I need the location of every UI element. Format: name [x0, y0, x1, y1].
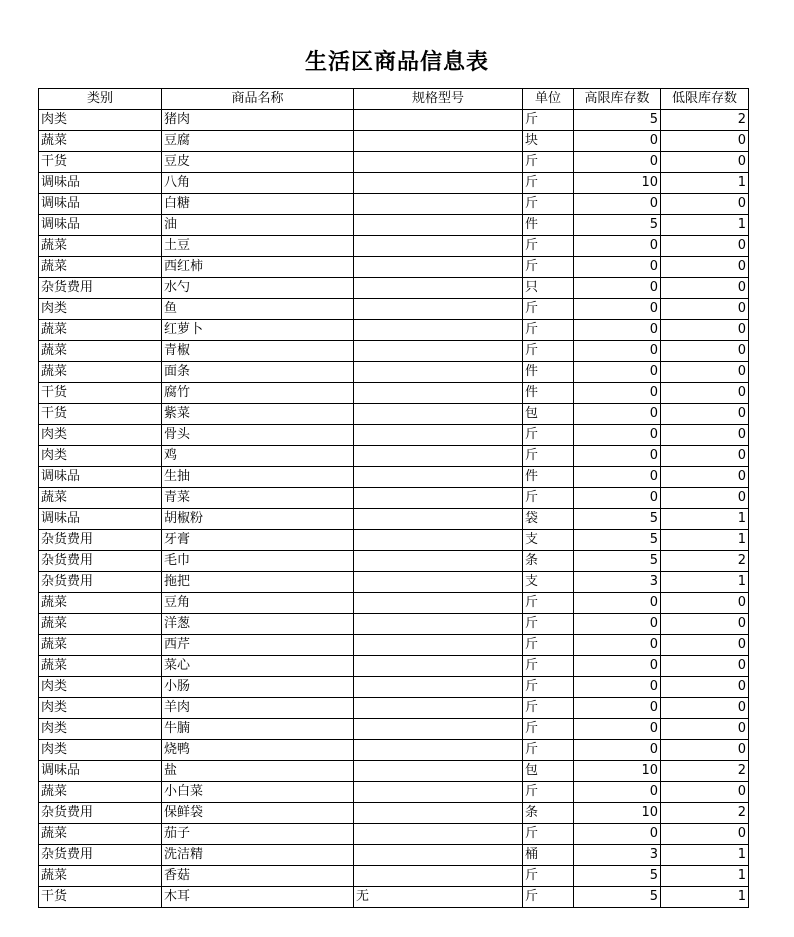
cell-category[interactable]: 蔬菜 — [39, 866, 162, 887]
cell-spec-model[interactable] — [354, 866, 523, 887]
cell-unit[interactable]: 斤 — [523, 719, 574, 740]
cell-max-stock[interactable]: 0 — [574, 257, 661, 278]
table-row — [39, 278, 749, 299]
cell-category[interactable]: 干货 — [39, 383, 162, 404]
cell-unit[interactable]: 斤 — [523, 782, 574, 803]
cell-max-stock[interactable]: 3 — [574, 845, 661, 866]
cell-category[interactable]: 蔬菜 — [39, 635, 162, 656]
cell-unit[interactable]: 斤 — [523, 614, 574, 635]
cell-min-stock[interactable]: 0 — [661, 341, 749, 362]
page-title: 生活区商品信息表 — [304, 50, 489, 75]
table-row — [39, 173, 749, 194]
cell-min-stock[interactable]: 1 — [661, 173, 749, 194]
cell-category[interactable]: 肉类 — [39, 698, 162, 719]
table-row — [39, 719, 749, 740]
cell-spec-model[interactable] — [354, 740, 523, 761]
cell-product-name[interactable]: 水勺 — [162, 278, 354, 299]
cell-product-name[interactable]: 羊肉 — [162, 698, 354, 719]
table-row — [39, 257, 749, 278]
cell-unit[interactable]: 斤 — [523, 635, 574, 656]
cell-min-stock[interactable]: 0 — [661, 362, 749, 383]
table-row — [39, 488, 749, 509]
table-row — [39, 803, 749, 824]
cell-max-stock[interactable]: 0 — [574, 236, 661, 257]
cell-unit[interactable]: 件 — [523, 383, 574, 404]
cell-spec-model[interactable] — [354, 509, 523, 530]
header-unit[interactable]: 单位 — [523, 89, 574, 110]
cell-min-stock[interactable]: 0 — [661, 719, 749, 740]
cell-product-name[interactable]: 胡椒粉 — [162, 509, 354, 530]
cell-max-stock[interactable]: 10 — [574, 761, 661, 782]
cell-unit[interactable]: 袋 — [523, 509, 574, 530]
cell-max-stock[interactable]: 0 — [574, 740, 661, 761]
cell-spec-model[interactable] — [354, 152, 523, 173]
cell-product-name[interactable]: 白糖 — [162, 194, 354, 215]
cell-category[interactable]: 调味品 — [39, 173, 162, 194]
cell-min-stock[interactable]: 2 — [661, 761, 749, 782]
cell-min-stock[interactable]: 0 — [661, 320, 749, 341]
cell-product-name[interactable]: 豆腐 — [162, 131, 354, 152]
cell-min-stock[interactable]: 2 — [661, 551, 749, 572]
cell-unit[interactable]: 斤 — [523, 698, 574, 719]
cell-unit[interactable]: 斤 — [523, 656, 574, 677]
cell-product-name[interactable]: 小白菜 — [162, 782, 354, 803]
cell-spec-model[interactable] — [354, 110, 523, 131]
cell-min-stock[interactable]: 1 — [661, 866, 749, 887]
cell-max-stock[interactable]: 0 — [574, 782, 661, 803]
cell-category[interactable]: 肉类 — [39, 740, 162, 761]
cell-min-stock[interactable]: 0 — [661, 131, 749, 152]
table-row — [39, 551, 749, 572]
table-row — [39, 572, 749, 593]
cell-max-stock[interactable]: 5 — [574, 887, 661, 908]
table-row — [39, 446, 749, 467]
cell-unit[interactable]: 支 — [523, 530, 574, 551]
cell-unit[interactable]: 斤 — [523, 887, 574, 908]
cell-unit[interactable]: 斤 — [523, 236, 574, 257]
cell-product-name[interactable]: 豆皮 — [162, 152, 354, 173]
cell-product-name[interactable]: 香菇 — [162, 866, 354, 887]
cell-category[interactable]: 蔬菜 — [39, 341, 162, 362]
cell-category[interactable]: 蔬菜 — [39, 131, 162, 152]
cell-product-name[interactable]: 紫菜 — [162, 404, 354, 425]
table-row — [39, 341, 749, 362]
cell-max-stock[interactable]: 5 — [574, 530, 661, 551]
table-row — [39, 530, 749, 551]
cell-max-stock[interactable]: 0 — [574, 320, 661, 341]
cell-spec-model[interactable] — [354, 593, 523, 614]
cell-category[interactable]: 调味品 — [39, 509, 162, 530]
cell-max-stock[interactable]: 5 — [574, 551, 661, 572]
cell-max-stock[interactable]: 0 — [574, 425, 661, 446]
cell-product-name[interactable]: 西红柿 — [162, 257, 354, 278]
cell-category[interactable]: 杂货费用 — [39, 530, 162, 551]
table-row — [39, 362, 749, 383]
cell-category[interactable]: 调味品 — [39, 761, 162, 782]
cell-min-stock[interactable]: 2 — [661, 110, 749, 131]
cell-category[interactable]: 调味品 — [39, 215, 162, 236]
cell-max-stock[interactable]: 0 — [574, 614, 661, 635]
cell-spec-model[interactable] — [354, 299, 523, 320]
cell-spec-model[interactable]: 无 — [354, 887, 523, 908]
table-row — [39, 761, 749, 782]
cell-spec-model[interactable] — [354, 467, 523, 488]
table-row — [39, 110, 749, 131]
cell-min-stock[interactable]: 0 — [661, 824, 749, 845]
cell-min-stock[interactable]: 0 — [661, 782, 749, 803]
cell-max-stock[interactable]: 0 — [574, 698, 661, 719]
cell-unit[interactable]: 斤 — [523, 320, 574, 341]
cell-min-stock[interactable]: 0 — [661, 467, 749, 488]
table-row — [39, 698, 749, 719]
cell-max-stock[interactable]: 0 — [574, 383, 661, 404]
cell-spec-model[interactable] — [354, 803, 523, 824]
cell-unit[interactable]: 支 — [523, 572, 574, 593]
cell-product-name[interactable]: 小肠 — [162, 677, 354, 698]
cell-max-stock[interactable]: 5 — [574, 215, 661, 236]
cell-product-name[interactable]: 骨头 — [162, 425, 354, 446]
cell-min-stock[interactable]: 1 — [661, 530, 749, 551]
cell-unit[interactable]: 件 — [523, 467, 574, 488]
cell-min-stock[interactable]: 0 — [661, 593, 749, 614]
cell-unit[interactable]: 块 — [523, 131, 574, 152]
cell-category[interactable]: 干货 — [39, 404, 162, 425]
cell-spec-model[interactable] — [354, 719, 523, 740]
cell-spec-model[interactable] — [354, 656, 523, 677]
cell-spec-model[interactable] — [354, 404, 523, 425]
cell-min-stock[interactable]: 0 — [661, 404, 749, 425]
cell-min-stock[interactable]: 0 — [661, 698, 749, 719]
cell-spec-model[interactable] — [354, 824, 523, 845]
cell-product-name[interactable]: 牙膏 — [162, 530, 354, 551]
cell-category[interactable]: 调味品 — [39, 467, 162, 488]
cell-max-stock[interactable]: 5 — [574, 110, 661, 131]
cell-spec-model[interactable] — [354, 131, 523, 152]
cell-min-stock[interactable]: 0 — [661, 425, 749, 446]
cell-category[interactable]: 干货 — [39, 887, 162, 908]
table-row — [39, 404, 749, 425]
cell-unit[interactable]: 斤 — [523, 740, 574, 761]
cell-spec-model[interactable] — [354, 236, 523, 257]
table-row — [39, 866, 749, 887]
cell-spec-model[interactable] — [354, 320, 523, 341]
cell-max-stock[interactable]: 0 — [574, 341, 661, 362]
cell-max-stock[interactable]: 0 — [574, 677, 661, 698]
cell-product-name[interactable]: 洗洁精 — [162, 845, 354, 866]
cell-category[interactable]: 杂货费用 — [39, 278, 162, 299]
cell-category[interactable]: 调味品 — [39, 194, 162, 215]
cell-product-name[interactable]: 茄子 — [162, 824, 354, 845]
cell-category[interactable]: 蔬菜 — [39, 320, 162, 341]
cell-max-stock[interactable]: 0 — [574, 656, 661, 677]
cell-min-stock[interactable]: 0 — [661, 488, 749, 509]
cell-spec-model[interactable] — [354, 362, 523, 383]
cell-spec-model[interactable] — [354, 845, 523, 866]
cell-product-name[interactable]: 八角 — [162, 173, 354, 194]
cell-min-stock[interactable]: 0 — [661, 446, 749, 467]
cell-category[interactable]: 肉类 — [39, 425, 162, 446]
cell-max-stock[interactable]: 0 — [574, 404, 661, 425]
cell-product-name[interactable]: 洋葱 — [162, 614, 354, 635]
cell-unit[interactable]: 斤 — [523, 866, 574, 887]
cell-product-name[interactable]: 生抽 — [162, 467, 354, 488]
cell-unit[interactable]: 包 — [523, 404, 574, 425]
cell-max-stock[interactable]: 0 — [574, 824, 661, 845]
cell-category[interactable]: 肉类 — [39, 446, 162, 467]
table-row — [39, 509, 749, 530]
table-row — [39, 782, 749, 803]
cell-unit[interactable]: 斤 — [523, 152, 574, 173]
cell-product-name[interactable]: 腐竹 — [162, 383, 354, 404]
cell-spec-model[interactable] — [354, 761, 523, 782]
cell-spec-model[interactable] — [354, 614, 523, 635]
cell-unit[interactable]: 斤 — [523, 257, 574, 278]
cell-product-name[interactable]: 油 — [162, 215, 354, 236]
cell-spec-model[interactable] — [354, 698, 523, 719]
cell-max-stock[interactable]: 0 — [574, 131, 661, 152]
cell-category[interactable]: 蔬菜 — [39, 362, 162, 383]
cell-unit[interactable]: 条 — [523, 803, 574, 824]
cell-max-stock[interactable]: 0 — [574, 278, 661, 299]
cell-product-name[interactable]: 红萝卜 — [162, 320, 354, 341]
cell-spec-model[interactable] — [354, 677, 523, 698]
cell-max-stock[interactable]: 3 — [574, 572, 661, 593]
header-max-stock[interactable]: 高限库存数 — [574, 89, 661, 110]
cell-product-name[interactable]: 豆角 — [162, 593, 354, 614]
table-row — [39, 236, 749, 257]
cell-max-stock[interactable]: 5 — [574, 509, 661, 530]
cell-max-stock[interactable]: 0 — [574, 593, 661, 614]
cell-category[interactable]: 杂货费用 — [39, 803, 162, 824]
cell-unit[interactable]: 斤 — [523, 677, 574, 698]
cell-min-stock[interactable]: 1 — [661, 845, 749, 866]
cell-min-stock[interactable]: 1 — [661, 509, 749, 530]
cell-unit[interactable]: 斤 — [523, 341, 574, 362]
cell-min-stock[interactable]: 1 — [661, 887, 749, 908]
cell-product-name[interactable]: 菜心 — [162, 656, 354, 677]
cell-product-name[interactable]: 毛巾 — [162, 551, 354, 572]
table-row — [39, 425, 749, 446]
cell-max-stock[interactable]: 0 — [574, 362, 661, 383]
cell-unit[interactable]: 斤 — [523, 173, 574, 194]
cell-product-name[interactable]: 鱼 — [162, 299, 354, 320]
table-row — [39, 593, 749, 614]
cell-product-name[interactable]: 保鲜袋 — [162, 803, 354, 824]
table-row — [39, 299, 749, 320]
table-row — [39, 740, 749, 761]
table-row — [39, 131, 749, 152]
table-row — [39, 635, 749, 656]
cell-min-stock[interactable]: 1 — [661, 572, 749, 593]
cell-product-name[interactable]: 青菜 — [162, 488, 354, 509]
cell-product-name[interactable]: 烧鸭 — [162, 740, 354, 761]
cell-max-stock[interactable]: 0 — [574, 446, 661, 467]
cell-product-name[interactable]: 猪肉 — [162, 110, 354, 131]
cell-min-stock[interactable]: 0 — [661, 152, 749, 173]
cell-unit[interactable]: 件 — [523, 362, 574, 383]
cell-category[interactable]: 蔬菜 — [39, 782, 162, 803]
cell-max-stock[interactable]: 0 — [574, 635, 661, 656]
cell-min-stock[interactable]: 0 — [661, 635, 749, 656]
cell-spec-model[interactable] — [354, 530, 523, 551]
cell-spec-model[interactable] — [354, 572, 523, 593]
cell-product-name[interactable]: 西芹 — [162, 635, 354, 656]
cell-unit[interactable]: 斤 — [523, 194, 574, 215]
cell-unit[interactable]: 斤 — [523, 824, 574, 845]
cell-category[interactable]: 肉类 — [39, 719, 162, 740]
cell-spec-model[interactable] — [354, 341, 523, 362]
cell-min-stock[interactable]: 1 — [661, 215, 749, 236]
cell-product-name[interactable]: 面条 — [162, 362, 354, 383]
table-row — [39, 194, 749, 215]
cell-max-stock[interactable]: 0 — [574, 194, 661, 215]
cell-category[interactable]: 杂货费用 — [39, 572, 162, 593]
cell-max-stock[interactable]: 0 — [574, 299, 661, 320]
cell-category[interactable]: 肉类 — [39, 677, 162, 698]
header-category[interactable]: 类别 — [39, 89, 162, 110]
table-row — [39, 887, 749, 908]
cell-unit[interactable]: 桶 — [523, 845, 574, 866]
cell-spec-model[interactable] — [354, 278, 523, 299]
cell-min-stock[interactable]: 0 — [661, 740, 749, 761]
cell-min-stock[interactable]: 0 — [661, 278, 749, 299]
cell-min-stock[interactable]: 0 — [661, 614, 749, 635]
table-row — [39, 824, 749, 845]
cell-unit[interactable]: 包 — [523, 761, 574, 782]
cell-unit[interactable]: 只 — [523, 278, 574, 299]
cell-category[interactable]: 蔬菜 — [39, 236, 162, 257]
cell-max-stock[interactable]: 0 — [574, 488, 661, 509]
table-row — [39, 677, 749, 698]
cell-category[interactable]: 蔬菜 — [39, 656, 162, 677]
cell-category[interactable]: 肉类 — [39, 299, 162, 320]
cell-product-name[interactable]: 拖把 — [162, 572, 354, 593]
cell-unit[interactable]: 条 — [523, 551, 574, 572]
table-row — [39, 383, 749, 404]
cell-spec-model[interactable] — [354, 215, 523, 236]
cell-category[interactable]: 蔬菜 — [39, 614, 162, 635]
table-row — [39, 467, 749, 488]
cell-category[interactable]: 蔬菜 — [39, 488, 162, 509]
cell-min-stock[interactable]: 0 — [661, 236, 749, 257]
cell-min-stock[interactable]: 0 — [661, 299, 749, 320]
cell-product-name[interactable]: 木耳 — [162, 887, 354, 908]
cell-product-name[interactable]: 青椒 — [162, 341, 354, 362]
cell-max-stock[interactable]: 0 — [574, 467, 661, 488]
table-row — [39, 614, 749, 635]
cell-category[interactable]: 干货 — [39, 152, 162, 173]
cell-spec-model[interactable] — [354, 782, 523, 803]
header-min-stock[interactable]: 低限库存数 — [661, 89, 749, 110]
table-row — [39, 152, 749, 173]
cell-unit[interactable]: 件 — [523, 215, 574, 236]
cell-spec-model[interactable] — [354, 257, 523, 278]
table-row — [39, 656, 749, 677]
cell-min-stock[interactable]: 0 — [661, 194, 749, 215]
cell-spec-model[interactable] — [354, 446, 523, 467]
cell-category[interactable]: 杂货费用 — [39, 845, 162, 866]
cell-spec-model[interactable] — [354, 425, 523, 446]
header-row — [39, 89, 749, 110]
cell-max-stock[interactable]: 10 — [574, 803, 661, 824]
cell-min-stock[interactable]: 2 — [661, 803, 749, 824]
cell-spec-model[interactable] — [354, 194, 523, 215]
cell-category[interactable]: 蔬菜 — [39, 593, 162, 614]
cell-min-stock[interactable]: 0 — [661, 257, 749, 278]
cell-max-stock[interactable]: 0 — [574, 719, 661, 740]
table-body — [39, 110, 749, 908]
table-row — [39, 215, 749, 236]
table-row — [39, 320, 749, 341]
cell-unit[interactable]: 斤 — [523, 299, 574, 320]
cell-category[interactable]: 杂货费用 — [39, 551, 162, 572]
cell-max-stock[interactable]: 10 — [574, 173, 661, 194]
cell-max-stock[interactable]: 0 — [574, 152, 661, 173]
cell-category[interactable]: 蔬菜 — [39, 824, 162, 845]
cell-max-stock[interactable]: 5 — [574, 866, 661, 887]
cell-product-name[interactable]: 鸡 — [162, 446, 354, 467]
cell-spec-model[interactable] — [354, 488, 523, 509]
cell-min-stock[interactable]: 0 — [661, 656, 749, 677]
cell-spec-model[interactable] — [354, 383, 523, 404]
cell-min-stock[interactable]: 0 — [661, 677, 749, 698]
cell-spec-model[interactable] — [354, 551, 523, 572]
cell-product-name[interactable]: 土豆 — [162, 236, 354, 257]
cell-unit[interactable]: 斤 — [523, 425, 574, 446]
cell-category[interactable]: 肉类 — [39, 110, 162, 131]
cell-product-name[interactable]: 牛腩 — [162, 719, 354, 740]
table-row — [39, 845, 749, 866]
cell-unit[interactable]: 斤 — [523, 446, 574, 467]
header-spec-model[interactable]: 规格型号 — [354, 89, 523, 110]
cell-unit[interactable]: 斤 — [523, 110, 574, 131]
product-table — [38, 88, 749, 908]
cell-spec-model[interactable] — [354, 173, 523, 194]
cell-min-stock[interactable]: 0 — [661, 383, 749, 404]
cell-spec-model[interactable] — [354, 635, 523, 656]
header-product-name[interactable]: 商品名称 — [162, 89, 354, 110]
cell-unit[interactable]: 斤 — [523, 593, 574, 614]
cell-unit[interactable]: 斤 — [523, 488, 574, 509]
cell-category[interactable]: 蔬菜 — [39, 257, 162, 278]
cell-product-name[interactable]: 盐 — [162, 761, 354, 782]
